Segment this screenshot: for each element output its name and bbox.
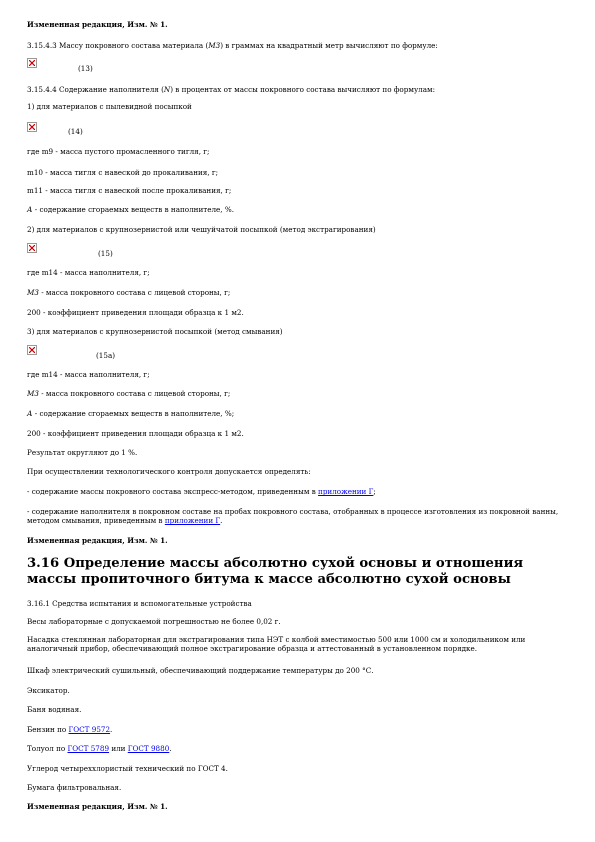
paragraph: Баня водяная.	[27, 705, 82, 714]
definition-line: А - содержание сгораемых веществ в наполнителе, %;	[27, 409, 235, 418]
equation-number: (15а)	[96, 351, 116, 360]
definition-line: где m9 - масса пустого промасленного тигля, г;	[27, 147, 210, 156]
paragraph: Результат округляют до 1 %.	[27, 448, 138, 457]
broken-image-icon	[27, 345, 37, 355]
list-item-1: 1) для материалов с пылевидной посыпкой	[27, 102, 192, 111]
paragraph-3-15-4-3: 3.15.4.3 Массу покровного состава материала (М3) в граммах на квадратный метр вычисляют по формуле:	[27, 41, 438, 50]
section-heading: 3.16 Определение массы абсолютно сухой основы и отношения массы пропиточного битума к массе абсолютно сухой основы	[27, 556, 524, 587]
broken-image-icon	[27, 122, 37, 132]
paragraph: Весы лабораторные с допускаемой погрешностью не более 0,02 г.	[27, 617, 281, 626]
paragraph: - содержание массы покровного состава экспресс-методом, приведенным в приложении Г;	[27, 487, 376, 496]
paragraph: При осуществлении технологического контроля допускается определять:	[27, 467, 311, 476]
definition-line: m11 - масса тигля с навеской после прокаливания, г;	[27, 186, 232, 195]
amendment-note: Измененная редакция, Изм. № 1.	[27, 536, 168, 545]
list-item-3: 3) для материалов с крупнозернистой посыпкой (метод смывания)	[27, 327, 283, 336]
paragraph: Бензин по ГОСТ 9572.	[27, 725, 113, 734]
definition-line: 200 - коэффициент приведения площади образца к 1 м2.	[27, 429, 244, 438]
definition-line: где m14 - масса наполнителя, г;	[27, 268, 150, 277]
list-item-2: 2) для материалов с крупнозернистой или чешуйчатой посыпкой (метод экстрагирования)	[27, 225, 376, 234]
definition-line: М3 - масса покровного состава с лицевой стороны, г;	[27, 288, 231, 297]
paragraph: Насадка стеклянная лабораторная для экстрагирования типа НЭТ с колбой вместимостью 500 или 1000 см и холодильником или аналогичный прибор, обеспечивающий полное экстрагирование образца и аттестованный в установленном порядке.	[27, 635, 526, 653]
broken-image-icon	[27, 58, 37, 68]
definition-line: 200 - коэффициент приведения площади образца к 1 м2.	[27, 308, 244, 317]
gost-link[interactable]: ГОСТ 9880	[127, 744, 170, 753]
equation-number: (13)	[78, 64, 93, 73]
gost-link[interactable]: ГОСТ 9572	[68, 725, 111, 734]
gost-link[interactable]: ГОСТ 5789	[67, 744, 110, 753]
paragraph: Толуол по ГОСТ 5789 или ГОСТ 9880.	[27, 744, 172, 753]
paragraph-3-15-4-4: 3.15.4.4 Содержание наполнителя (N) в процентах от массы покровного состава вычисляют по формулам:	[27, 85, 436, 94]
definition-line: m10 - масса тигля с навеской до прокаливания, г;	[27, 168, 219, 177]
paragraph: Бумага фильтровальная.	[27, 783, 122, 792]
equation-number: (14)	[68, 127, 83, 136]
definition-line: М3 - масса покровного состава с лицевой стороны, г;	[27, 389, 231, 398]
paragraph: Шкаф электрический сушильный, обеспечивающий поддержание температуры до 200 °С.	[27, 666, 374, 675]
definition-line: где m14 - масса наполнителя, г;	[27, 370, 150, 379]
broken-image-icon	[27, 243, 37, 253]
paragraph: 3.16.1 Средства испытания и вспомогательные устройства	[27, 599, 252, 608]
paragraph: - содержание наполнителя в покровном составе на пробах покровного состава, отобранных в процессе изготовления из покровной ванны, методом смывания, приведенным в приложении Г.	[27, 507, 559, 525]
amendment-note: Измененная редакция, Изм. № 1.	[27, 802, 168, 811]
paragraph: Эксикатор.	[27, 686, 70, 695]
appendix-link[interactable]: приложении Г	[164, 516, 221, 525]
paragraph: Углерод четыреххлористый технический по ГОСТ 4.	[27, 764, 228, 773]
definition-line: А - содержание сгораемых веществ в наполнителе, %.	[27, 205, 234, 214]
appendix-link[interactable]: приложении Г	[318, 487, 374, 496]
equation-number: (15)	[98, 249, 113, 258]
amendment-note: Измененная редакция, Изм. № 1.	[27, 20, 168, 29]
